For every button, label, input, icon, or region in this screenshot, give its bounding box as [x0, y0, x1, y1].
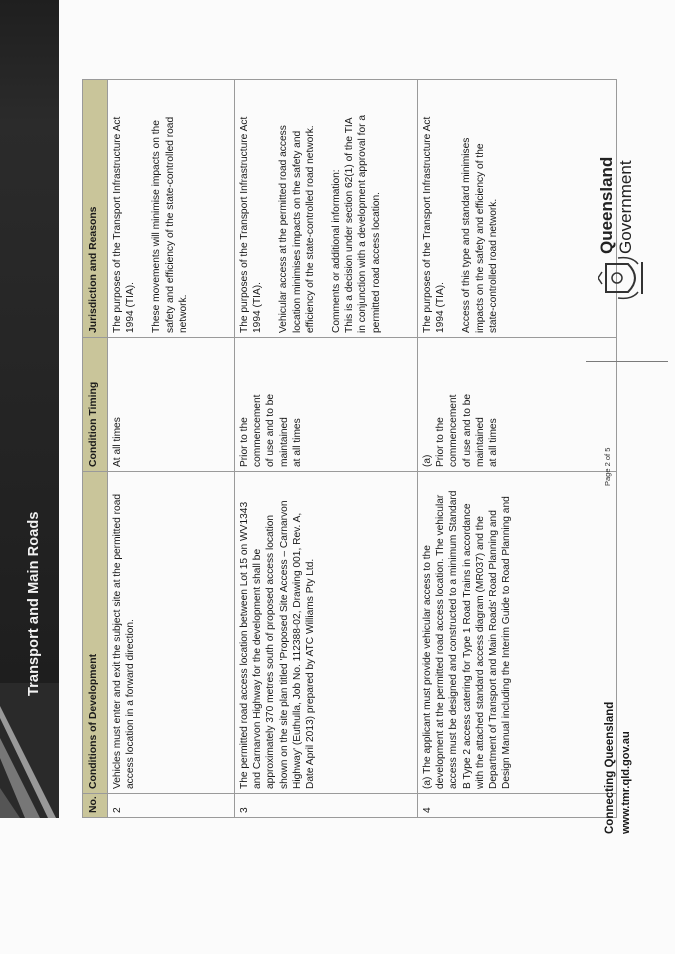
reasons-paragraph [150, 84, 190, 333]
conditions-table [82, 79, 617, 818]
column-header-timing: Condition Timing [83, 338, 108, 472]
column-header-reasons: Jurisdiction and Reasons [83, 80, 108, 338]
footer-slogan: Connecting Queensland [604, 701, 616, 834]
text-line: of use and to be maintained [265, 393, 290, 467]
condition-text [418, 472, 617, 794]
header-title: Transport and Main Roads [26, 511, 42, 696]
condition-text [235, 472, 418, 794]
column-header-conditions: Conditions of Development [83, 472, 108, 794]
reasons-text [108, 80, 235, 338]
text-line: The permitted road access location between Lot 15 on WV1343 [239, 501, 250, 789]
text-line: At all times [112, 417, 123, 467]
text-line: B Type 2 access catering for Type 1 Road Trains in accordance [461, 503, 473, 789]
text-line: shown on the site plan titled 'Proposed Site Access – Carnarvon [278, 500, 290, 789]
text-line: at all times [291, 418, 303, 467]
column-header-no: No. [83, 794, 108, 818]
timing-text [108, 338, 235, 472]
text-line: The purposes of the Transport Infrastructure Act [239, 116, 250, 333]
text-line: efficiency of the state-controlled road network. [304, 125, 316, 333]
text-line: Prior to the commencement [239, 394, 264, 467]
reasons-paragraph [460, 84, 500, 333]
government-label: Government [616, 160, 635, 254]
reasons-text [418, 80, 617, 338]
text-line: The purposes of the Transport Infrastructure Act [422, 116, 433, 333]
queensland-crest-icon [598, 256, 648, 300]
text-line: with the attached standard access diagram (MR037) and the [474, 516, 486, 789]
text-line: Prior to the commencement [435, 394, 460, 467]
reasons-paragraph [238, 84, 264, 333]
text-line: safety and efficiency of the state-controlled road [164, 116, 176, 333]
text-line: Department of Transport and Main Roads' Road Planning and [488, 510, 500, 789]
reasons-paragraph [277, 84, 317, 333]
timing-text [235, 338, 418, 472]
text-line: location minimises impacts on the safety and [291, 130, 303, 333]
text-line: approximately 370 metres south of proposed access location [265, 514, 277, 789]
government-name: Queensland [597, 156, 616, 254]
text-line: and Carnarvon Highway for the development shall be [252, 548, 264, 789]
text-line: at all times [488, 418, 500, 467]
text-line: 1994 (TIA). [435, 282, 447, 333]
text-line: state-controlled road network. [487, 198, 499, 333]
footer-url[interactable]: www.tmr.qld.gov.au [620, 731, 632, 834]
reasons-paragraph [330, 84, 383, 333]
text-line: These movements will minimise impacts on the [151, 120, 163, 333]
timing-text [418, 338, 617, 472]
footer-divider [586, 361, 668, 362]
text-line: (a) [422, 454, 433, 467]
page-number: Page 2 of 5 [603, 447, 612, 486]
text-line: permitted road access location. [370, 192, 382, 333]
header-bar [0, 0, 59, 818]
row-number: 2 [108, 794, 235, 818]
text-line: Highway' (Euthulla, Job No. 112388-02, Drawing 001, Rev. A, [291, 512, 303, 789]
text-line: of use and to be maintained [461, 393, 486, 467]
reasons-text [235, 80, 418, 338]
table-row [108, 80, 235, 818]
table-row [235, 80, 418, 818]
text-line: 1994 (TIA). [125, 282, 137, 333]
text-line: in conjunction with a development approval for a [357, 114, 369, 333]
condition-text [108, 472, 235, 794]
text-line: Access of this type and standard minimises [461, 137, 473, 333]
text-line: network. [177, 294, 189, 333]
reasons-paragraph [421, 84, 447, 333]
text-line: (a) The applicant must provide vehicular access to the [422, 545, 433, 789]
text-line: Comments or additional information: [331, 169, 343, 333]
text-line: development at the permitted road access location. The vehicular [435, 494, 447, 789]
table-row [418, 80, 617, 818]
text-line: Design Manual including the Interim Guide to Road Planning and [501, 496, 513, 789]
text-line: access location in a forward direction. [125, 619, 137, 789]
reasons-paragraph [111, 84, 137, 333]
row-number: 4 [418, 794, 617, 818]
text-line: Date April 2013) prepared by ATC Williams Pty Ltd. [305, 558, 317, 789]
text-line: Vehicular access at the permitted road access [278, 125, 290, 333]
text-line: access must be designed and constructed to a minimum Standard [448, 490, 460, 789]
text-line: The purposes of the Transport Infrastructure Act [112, 116, 123, 333]
row-number: 3 [235, 794, 418, 818]
text-line: impacts on the safety and efficiency of the [474, 143, 486, 333]
table-header-row [83, 80, 108, 818]
header-stripes-graphic [0, 683, 59, 818]
text-line: 1994 (TIA). [252, 282, 264, 333]
text-line: This is a decision under section 62(1) of the TIA [344, 117, 356, 333]
text-line: Vehicles must enter and exit the subject site at the permitted road [112, 493, 123, 789]
